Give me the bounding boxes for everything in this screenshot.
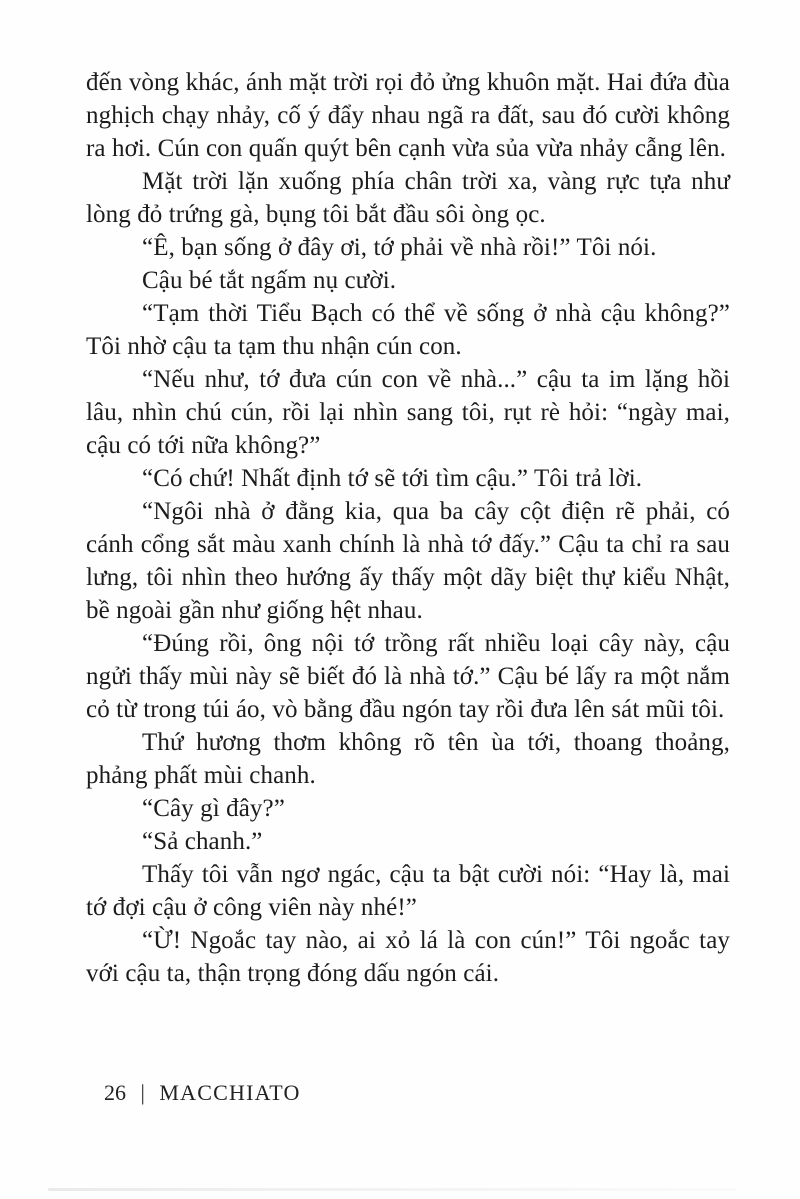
paragraph: “Đúng rồi, ông nội tớ trồng rất nhiều loại cây này, cậu ngửi thấy mùi này sẽ biết đó là nhà tớ.” Cậu bé lấy ra một nắm cỏ từ trong túi áo, vò bằng đầu ngón tay rồi đưa lên sát mũi tôi. xyxy=(86,630,730,723)
book-title: MACCHIATO xyxy=(159,1080,301,1105)
page-number: 26 xyxy=(104,1080,126,1105)
paragraph: “Sả chanh.” xyxy=(142,828,263,855)
footer-separator: | xyxy=(140,1080,145,1105)
paragraph: “Nếu như, tớ đưa cún con về nhà...” cậu ta im lặng hồi lâu, nhìn chú cún, rồi lại nhìn sang tôi, rụt rè hỏi: “ngày mai, cậu có tới nữa không?” xyxy=(86,366,730,459)
paragraph: “Có chứ! Nhất định tớ sẽ tới tìm cậu.” Tôi trả lời. xyxy=(142,465,643,492)
page-footer xyxy=(104,1080,301,1106)
paragraph: “Tạm thời Tiểu Bạch có thể về sống ở nhà cậu không?” Tôi nhờ cậu ta tạm thu nhận cún con. xyxy=(86,300,730,360)
paragraph: Thấy tôi vẫn ngơ ngác, cậu ta bật cười nói: “Hay là, mai tớ đợi cậu ở công viên này nhé!” xyxy=(86,861,730,921)
paragraph: Cậu bé tắt ngấm nụ cười. xyxy=(142,267,397,294)
paragraph: “Ngôi nhà ở đằng kia, qua ba cây cột điện rẽ phải, có cánh cổng sắt màu xanh chính là nhà tớ đấy.” Cậu ta chỉ ra sau lưng, tôi nhìn theo hướng ấy thấy một dãy biệt thự kiểu Nhật, bề ngoài gần như giống hệt nhau. xyxy=(86,498,730,624)
paragraph: Thứ hương thơm không rõ tên ùa tới, thoang thoảng, phảng phất mùi chanh. xyxy=(86,729,730,789)
paragraph: “Cây gì đây?” xyxy=(142,795,285,822)
paragraph: đến vòng khác, ánh mặt trời rọi đỏ ửng khuôn mặt. Hai đứa đùa nghịch chạy nhảy, cố ý đẩy nhau ngã ra đất, sau đó cười không ra hơi. Cún con quấn quýt bên cạnh vừa sủa vừa nhảy cẫng lên. xyxy=(86,69,730,162)
paragraph: “Ừ! Ngoắc tay nào, ai xỏ lá là con cún!” Tôi ngoắc tay với cậu ta, thận trọng đóng dấu ngón cái. xyxy=(86,927,730,987)
paragraph: “Ê, bạn sống ở đây ơi, tớ phải về nhà rồi!” Tôi nói. xyxy=(142,234,657,261)
page-edge-shadow xyxy=(48,1188,736,1191)
paragraph: Mặt trời lặn xuống phía chân trời xa, vàng rực tựa như lòng đỏ trứng gà, bụng tôi bắt đầu sôi òng ọc. xyxy=(86,168,730,228)
body-text xyxy=(86,66,730,990)
